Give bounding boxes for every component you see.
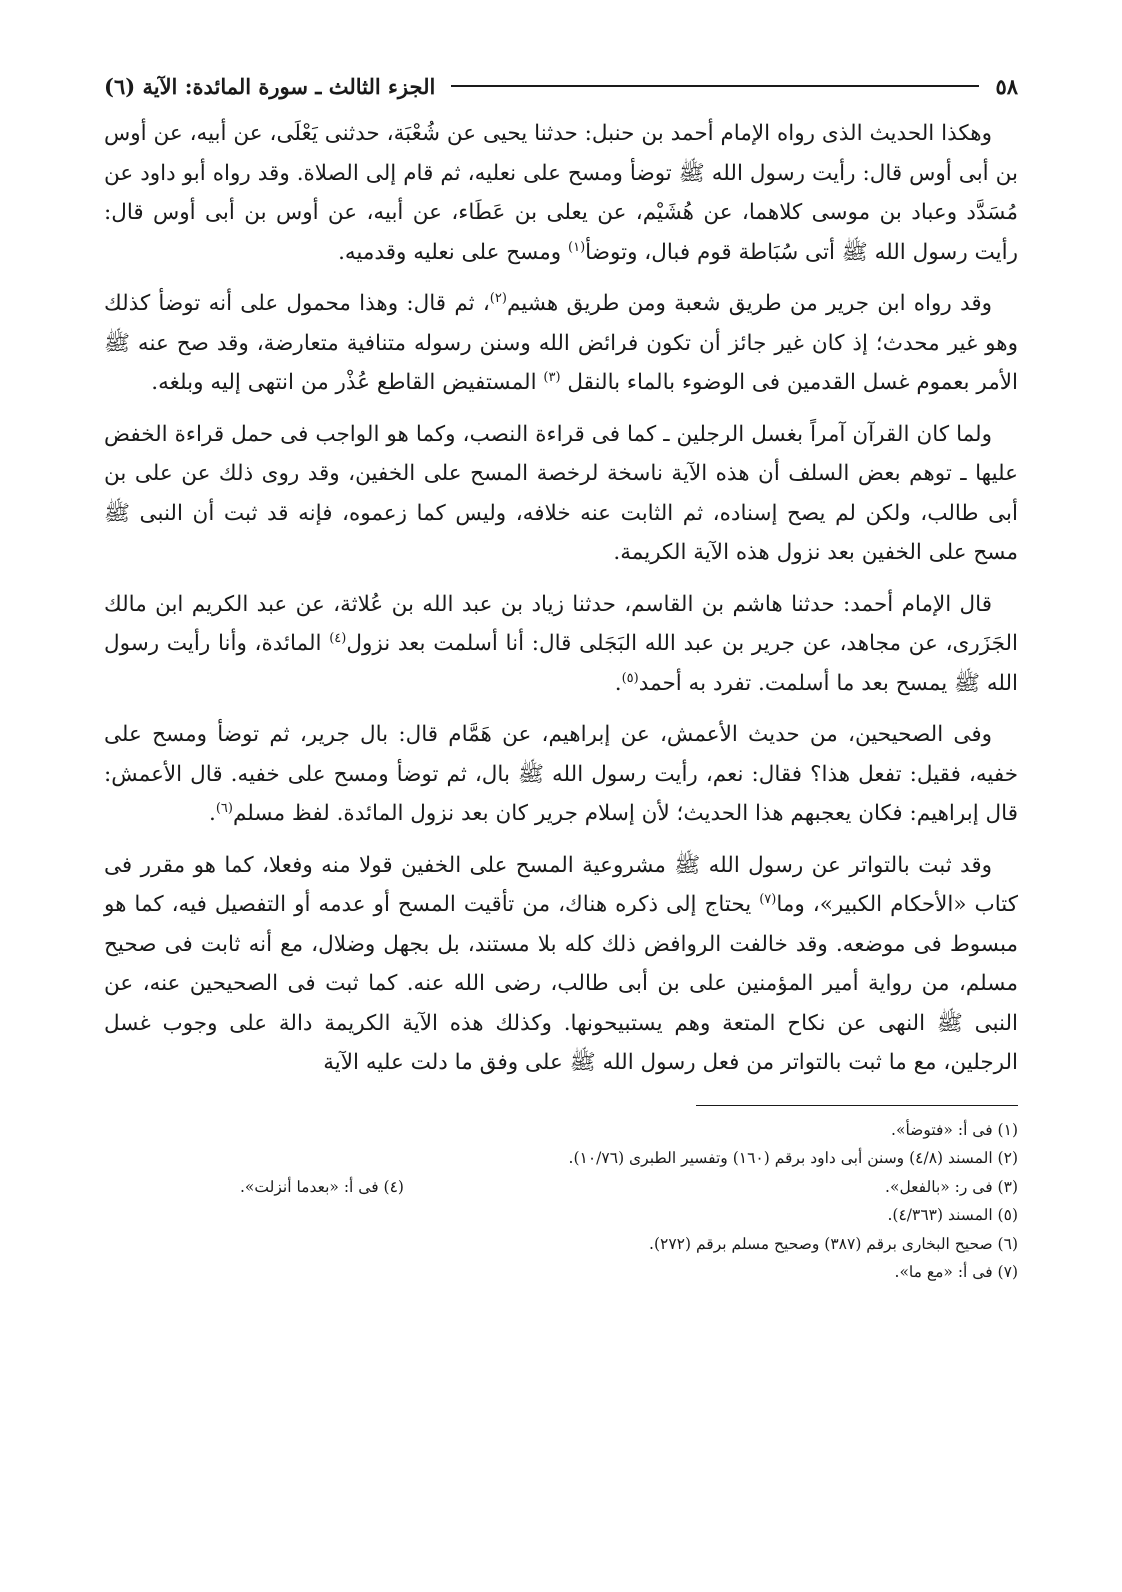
paragraph (104, 846, 1018, 1083)
footnote-marker: (٦) (215, 800, 233, 816)
footnotes (104, 1116, 1018, 1287)
text-run: المائدة، وأنا رأيت رسول الله ﷺ يمسح بعد ما أسلمت. تفرد به أحمد (104, 631, 1018, 696)
footnote: (٢) المسند (٤/٨) وسنن أبى داود برقم (١٦٠) وتفسير الطبرى (١٠/٧٦). (568, 1149, 1018, 1167)
footnote-marker: (٧) (759, 891, 777, 907)
paragraph (104, 284, 1018, 403)
page-number: ٥٨ (995, 73, 1018, 99)
text-run: . (614, 670, 622, 696)
running-header (104, 64, 1018, 108)
header-rule (451, 85, 979, 87)
footnote: (٥) المسند (٤/٣٦٣). (887, 1206, 1018, 1224)
text-run: وهكذا الحديث الذى رواه الإمام أحمد بن حنبل: حدثنا يحيى عن شُعْبَة، حدثنى يَعْلَى، عن أبيه، عن أوس بن أبى أوس قال: رأيت رسول الله ﷺ توضأ ومسح على نعليه، ثم قام إلى الصلاة. وقد رواه أبو داود عن مُسَدَّد وعباد بن موسى كلاهما، عن هُشَيْم، عن يعلى بن عَطَاء، عن أبيه، عن أوس بن أبى أوس قال: رأيت رسول الله ﷺ أتى سُبَاطة قوم فبال، وتوضأ (104, 121, 1018, 265)
text-run: قال الإمام أحمد: حدثنا هاشم بن القاسم، حدثنا زياد بن عبد الله بن عُلاثة، عن عبد الكريم ابن مالك الجَزَرى، عن مجاهد، عن جرير بن عبد الله البَجَلى قال: أنا أسلمت بعد نزول (104, 591, 1018, 656)
footnote-marker: (٤) (329, 630, 347, 646)
footnote: (٧) فى أ: «مع ما». (894, 1263, 1018, 1281)
footnote-marker: (٣) (543, 369, 561, 385)
text-run: ومسح على نعليه وقدميه. (338, 239, 569, 265)
running-title: الجزء الثالث ـ سورة المائدة: الآية (٦) (104, 73, 436, 99)
paragraph (104, 114, 1018, 272)
text-run: وقد رواه ابن جرير من طريق شعبة ومن طريق هشيم (506, 291, 992, 316)
footnote-marker: (٥) (621, 670, 639, 686)
paragraph (104, 585, 1018, 704)
text-run: يحتاج إلى ذكره هناك، من تأقيت المسح أو عدمه أو التفصيل فيه، كما هو مبسوط فى موضعه. وقد خالفت الروافض ذلك كله بلا مستند، بل بجهل وضلال، مع أنه ثابت فى صحيح مسلم، من رواية أمير المؤمنين على بن أبى طالب، رضى الله عنه. كما ثبت فى الصحيحين عنه، عن النبى ﷺ النهى عن نكاح المتعة وهم يستبيحونها. وكذلك هذه الآية الكريمة دالة على وجوب غسل الرجلين، مع ما ثبت بالتواتر من فعل رسول الله ﷺ على وفق ما دلت عليه الآية (104, 892, 1018, 1075)
paragraph (104, 415, 1018, 573)
paragraph (104, 715, 1018, 834)
footnote: (٤) فى أ: «بعدما أنزلت». (240, 1177, 404, 1196)
text-run: وفى الصحيحين، من حديث الأعمش، عن إبراهيم، عن هَمَّام قال: بال جرير، ثم توضأ ومسح على خفيه، فقيل: تفعل هذا؟ فقال: نعم، رأيت رسول الله ﷺ بال، ثم توضأ ومسح على خفيه. قال الأعمش: قال إبراهيم: فكان يعجبهم هذا الحديث؛ لأن إسلام جرير كان بعد نزول المائدة. لفظ مسلم (104, 722, 1018, 826)
text-run: وقد ثبت بالتواتر عن رسول الله ﷺ مشروعية المسح على الخفين قولا منه وفعلا، كما هو مقرر فى كتاب «الأحكام الكبير»، وما (104, 852, 1018, 917)
text-run: ولما كان القرآن آمراً بغسل الرجلين ـ كما فى قراءة النصب، وكما هو الواجب فى حمل قراءة الخفض عليها ـ توهم بعض السلف أن هذه الآية ناسخة لرخصة المسح على الخفين، وقد روى ذلك عن على بن أبى طالب، ولكن لم يصح إسناده، ثم الثابت عنه خلافه، وليس كما زعموه، فإنه قد ثبت أن النبى ﷺ مسح على الخفين بعد نزول هذه الآية الكريمة. (104, 421, 1018, 565)
footnote: (١) فى أ: «فتوضأ». (891, 1120, 1018, 1139)
footnote-row (104, 1173, 1018, 1202)
footnote-marker: (١) (568, 239, 586, 255)
text-run: . (208, 801, 216, 826)
footnote: (٣) فى ر: «بالفعل». (885, 1177, 1018, 1196)
main-text (104, 114, 1018, 1083)
footnote-separator (696, 1105, 1018, 1106)
text-run: ، ثم قال: وهذا محمول على أنه توضأ كذلك وهو غير محدث؛ إذ كان غير جائز أن تكون فرائض الله وسنن رسوله متنافية متعارضة، وقد صح عنه ﷺ الأمر بعموم غسل القدمين فى الوضوء بالماء بالنقل (104, 291, 1018, 395)
footnote-marker: (٢) (489, 290, 507, 306)
text-run: المستفيض القاطع عُذْر من انتهى إليه وبلغه. (151, 370, 544, 395)
footnote: (٦) صحيح البخارى برقم (٣٨٧) وصحيح مسلم برقم (٢٧٢). (649, 1234, 1018, 1253)
